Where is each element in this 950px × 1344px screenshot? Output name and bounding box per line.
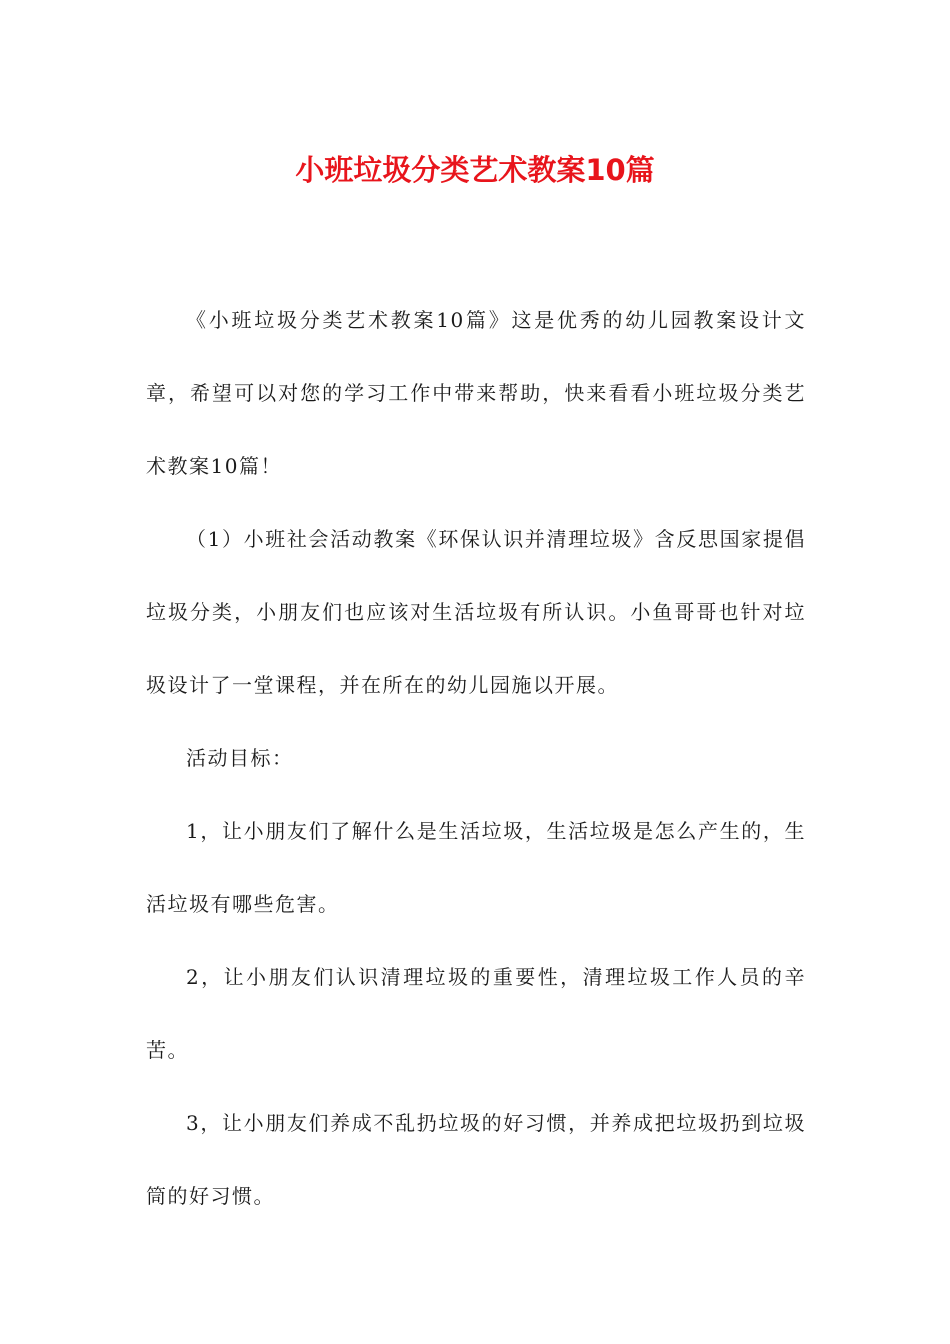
goal-1-paragraph: 1，让小朋友们了解什么是生活垃圾，生活垃圾是怎么产生的，生活垃圾有哪些危害。	[146, 819, 806, 916]
document-body	[146, 284, 806, 1233]
goal-2-paragraph: 2，让小朋友们认识清理垃圾的重要性，清理垃圾工作人员的辛苦。	[146, 965, 806, 1062]
goal-3-paragraph: 3，让小朋友们养成不乱扔垃圾的好习惯，并养成把垃圾扔到垃圾筒的好习惯。	[146, 1111, 806, 1208]
intro-paragraph: 《小班垃圾分类艺术教案10篇》这是优秀的幼儿园教案设计文章，希望可以对您的学习工作中带来帮助，快来看看小班垃圾分类艺术教案10篇！	[146, 308, 806, 478]
section-1-paragraph: （1）小班社会活动教案《环保认识并清理垃圾》含反思国家提倡垃圾分类，小朋友们也应该对生活垃圾有所认识。小鱼哥哥也针对垃圾设计了一堂课程，并在所在的幼儿园施以开展。	[146, 527, 806, 697]
document-title: 小班垃圾分类艺术教案10篇	[295, 153, 655, 187]
activity-goals-heading: 活动目标：	[186, 746, 294, 770]
